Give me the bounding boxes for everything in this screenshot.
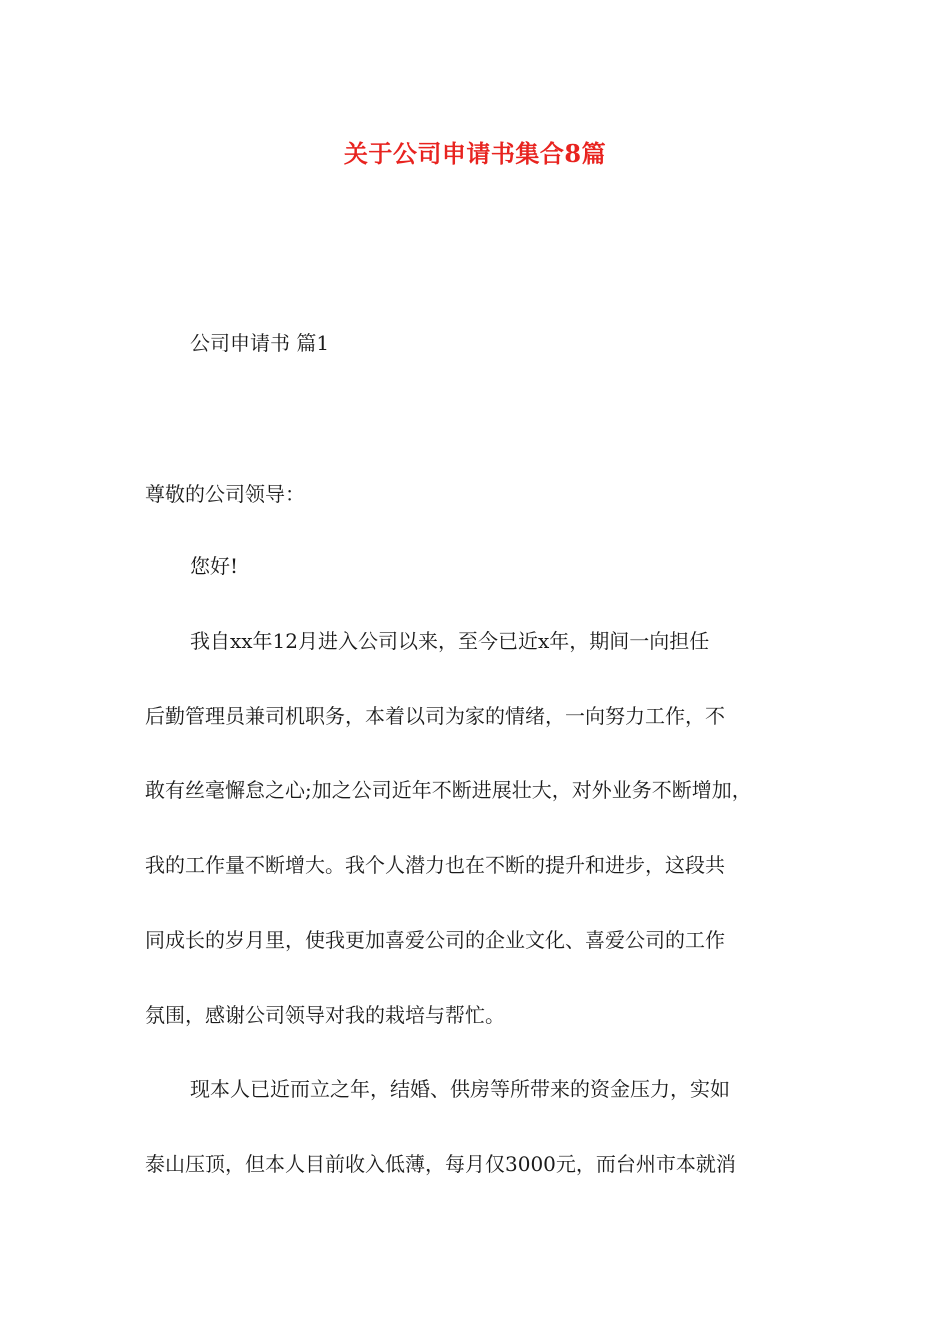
section-heading: 公司申请书 篇1 xyxy=(190,331,330,355)
paragraph-2-line-2: 泰山压顶，但本人目前收入低薄，每月仅3000元，而台州市本就消 xyxy=(145,1152,736,1176)
document-title: 关于公司申请书集合8篇 xyxy=(343,139,607,168)
salutation: 尊敬的公司领导： xyxy=(145,482,305,506)
paragraph-1-line-5: 同成长的岁月里，使我更加喜爱公司的企业文化、喜爱公司的工作 xyxy=(145,928,725,952)
paragraph-1-line-1: 我自xx年12月进入公司以来，至今已近x年，期间一向担任 xyxy=(190,629,710,653)
paragraph-1-line-6: 氛围，感谢公司领导对我的栽培与帮忙。 xyxy=(145,1003,505,1027)
paragraph-1-line-4: 我的工作量不断增大。我个人潜力也在不断的提升和进步，这段共 xyxy=(145,853,725,877)
paragraph-2-line-1: 现本人已近而立之年，结婚、供房等所带来的资金压力，实如 xyxy=(190,1077,730,1101)
greeting: 您好! xyxy=(190,554,239,578)
paragraph-1-line-3: 敢有丝毫懈怠之心;加之公司近年不断进展壮大，对外业务不断增加， xyxy=(145,778,752,802)
paragraph-1-line-2: 后勤管理员兼司机职务，本着以司为家的情绪，一向努力工作，不 xyxy=(145,704,725,728)
